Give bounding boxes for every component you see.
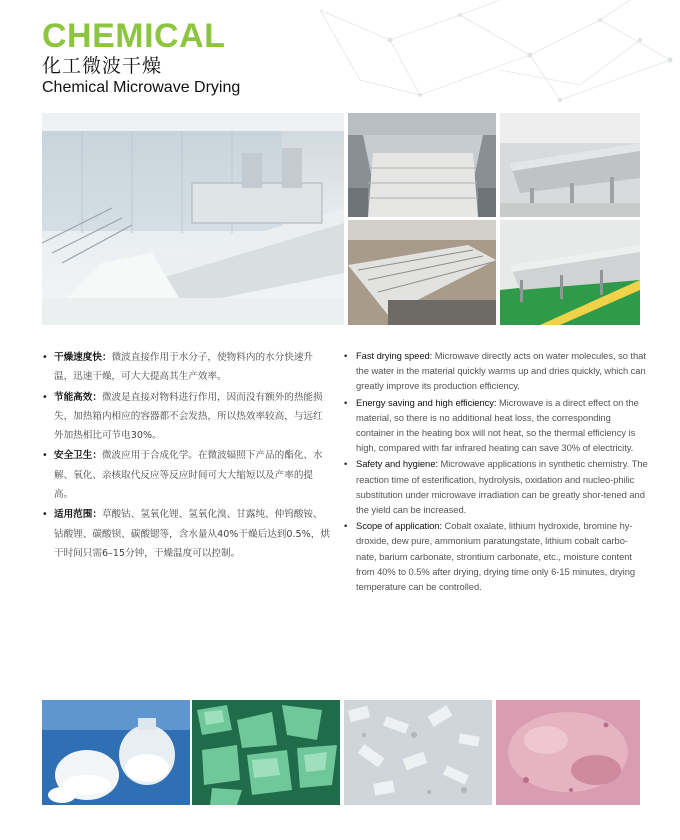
photo-pink-powder <box>496 700 640 805</box>
photo-tunnel-dryer-workshop <box>500 113 640 217</box>
photo-belt-dryer-closeup <box>348 220 496 325</box>
photo-green-floor-drying-line <box>500 220 640 325</box>
list-item: • 安全卫生：微波应用于合成化学。在微波辐照下产品的酯化、水解、氧化、亲核取代反应等反应时间可大大缩短以及产率的提高。 <box>42 446 332 504</box>
page-title-chinese: 化工微波干燥 <box>42 55 163 77</box>
feature-list-chinese <box>42 348 332 564</box>
page-subtitle: Chemical Microwave Drying <box>42 79 241 96</box>
photo-white-powder-in-flasks <box>42 700 190 805</box>
decorative-network-pattern <box>300 0 680 110</box>
list-item: • Safety and hygiene: Microwave applications in synthetic chemistry. The reaction time of esterification, hydrolysis, oxidation and nucleo-philic substitution under microwave irradiation can be greatly shor-tened and the yield can be increased. <box>344 456 648 517</box>
photo-conveyor-belt-material <box>348 113 496 217</box>
list-item: • Scope of application: Cobalt oxalate, lithium hydroxide, bromine hy-droxide, dew pure, ammonium paratungstate, lithium cobalt carbo-nate, barium carbonate, strontium carbonate, etc., moisture content from 40% to 0.5% after drying, drying time only 6-15 minutes, drying temperature can be controlled. <box>344 518 648 594</box>
list-item: • 干燥速度快：微波直接作用于水分子，使物料内的水分快速升温，迅速干燥，可大大提高其生产效率。 <box>42 348 332 387</box>
feature-list-english <box>344 348 648 595</box>
photo-microwave-drying-production-line <box>42 113 344 325</box>
photo-green-chemical-chunks <box>192 700 340 805</box>
list-item: • Fast drying speed: Microwave directly acts on water molecules, so that the water in the material quickly warms up and dries quickly, which can greatly improve its production efficiency. <box>344 348 648 394</box>
list-item: • Energy saving and high efficiency: Microwave is a direct effect on the material, so there is no additional heat loss, the corresponding container in the heating box will not heat, so the thermal efficiency is high, compared with far infrared heating can save 30% of electricity. <box>344 395 648 456</box>
list-item: • 节能高效：微波是直接对物料进行作用，因而没有额外的热能损失，加热箱内相应的容器都不会发热，所以热效率较高，与远红外加热相比可节电30%。 <box>42 388 332 446</box>
photo-clear-crystals <box>344 700 492 805</box>
page-title: CHEMICAL <box>42 17 226 55</box>
list-item: • 适用范围：草酸钴、氢氧化锂、氢氧化溴、甘露纯、仲钨酸铵、钴酸锂、碳酸钡、碳酸锶等，含水量从40%干燥后达到0.5%，烘干时间只需6–15分钟，干燥温度可以控制。 <box>42 505 332 563</box>
